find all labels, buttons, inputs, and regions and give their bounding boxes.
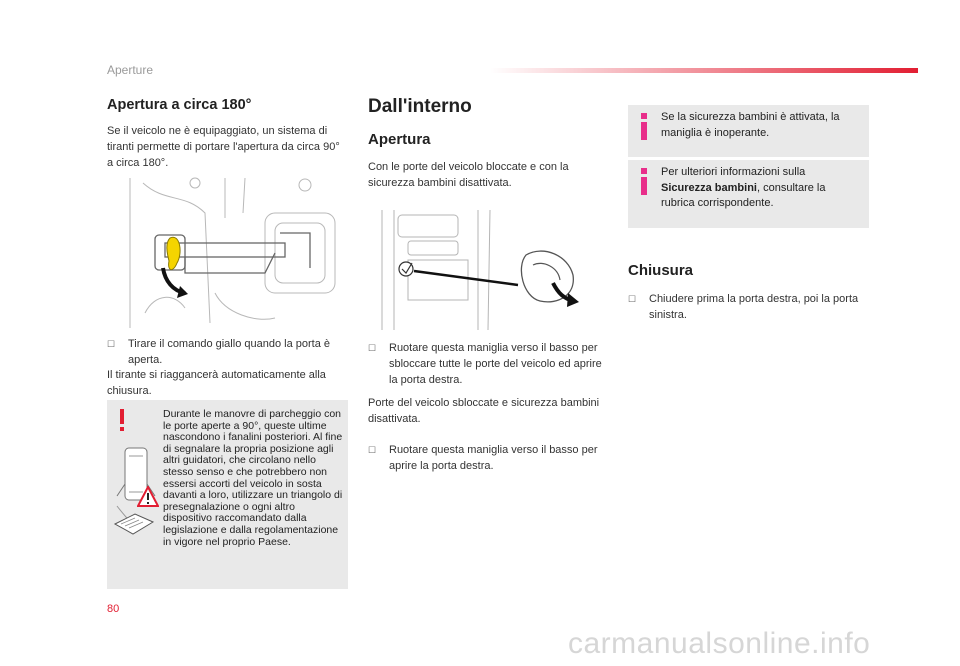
section-title-180: Apertura a circa 180° (107, 97, 252, 113)
bullet-close-doors: ☐ Chiudere prima la porta destra, poi la porta sinistra. (628, 293, 859, 321)
interior-handle-illustration (368, 205, 600, 335)
warning-triangle-icon (137, 486, 159, 508)
info-box-more-info (628, 160, 869, 228)
bullet-rotate-handle-open: ☐ Ruotare questa maniglia verso il basso per aprire la porta destra. (368, 444, 598, 472)
header-accent-bar (490, 68, 918, 73)
subtitle-chiusura: Chiusura (628, 262, 694, 279)
warning-box (107, 400, 348, 589)
info-box-child-safety (628, 105, 869, 157)
bullet-marker-icon: ☐ (368, 445, 377, 455)
info-icon (641, 168, 647, 196)
info-text-more-info: Per ulteriori informazioni sulla Sicurezza bambini, consultare la rubrica corrispondente. (661, 166, 826, 209)
bullet-rotate-handle-unlock: ☐ Ruotare questa maniglia verso il basso per sbloccare tutte le porte del veicolo ed aprire la porta destra. (368, 342, 602, 386)
doors-unlocked-paragraph: Porte del veicolo sbloccate e sicurezza bambini disattivata. (368, 397, 600, 425)
manual-book-icon (113, 510, 155, 536)
warning-text: Durante le manovre di parcheggio con le porte aperte a 90°, queste ultime nascondono i fanalini posteriori. Al fine di segnalare la propria posizione agli altri guidatori, che circolano nello stesso senso e che potrebbero non essersi accorti del veicolo in sosta davanti a loro, utilizzare un triangolo di presegnalazione o ogni altro dispositivo raccomandato dalla legislazione e dalla regolamentazione in vigore nel proprio Paese. (163, 408, 343, 548)
exclamation-icon (115, 408, 129, 432)
subtitle-apertura: Apertura (368, 131, 431, 148)
child-safety-reference: Sicurezza bambini (661, 181, 757, 194)
watermark: carmanualsonline.info (568, 627, 871, 660)
page-title: Dall'interno (368, 96, 472, 117)
page-number: 80 (107, 603, 120, 615)
bullet-marker-icon: ☐ (628, 294, 637, 304)
bullet-marker-icon: ☐ (368, 343, 377, 353)
door-strap-illustration (125, 173, 340, 333)
intro-paragraph-180: Se il veicolo ne è equipaggiato, un sistema di tiranti permette di portare l'apertura da circa 90° a circa 180°. (107, 125, 340, 169)
strap-reattach-note: Il tirante si riaggancerà automaticamente alla chiusura. (107, 369, 326, 397)
bullet-marker-icon: ☐ (107, 339, 116, 349)
info-icon (641, 113, 647, 141)
intro-paragraph-interior: Con le porte del veicolo bloccate e con la sicurezza bambini disattivata. (368, 161, 569, 189)
info-text-child-safety: Se la sicurezza bambini è attivata, la maniglia è inoperante. (661, 111, 840, 139)
section-label: Aperture (107, 63, 154, 77)
bullet-pull-yellow-control: ☐ Tirare il comando giallo quando la porta è aperta. (107, 338, 330, 366)
